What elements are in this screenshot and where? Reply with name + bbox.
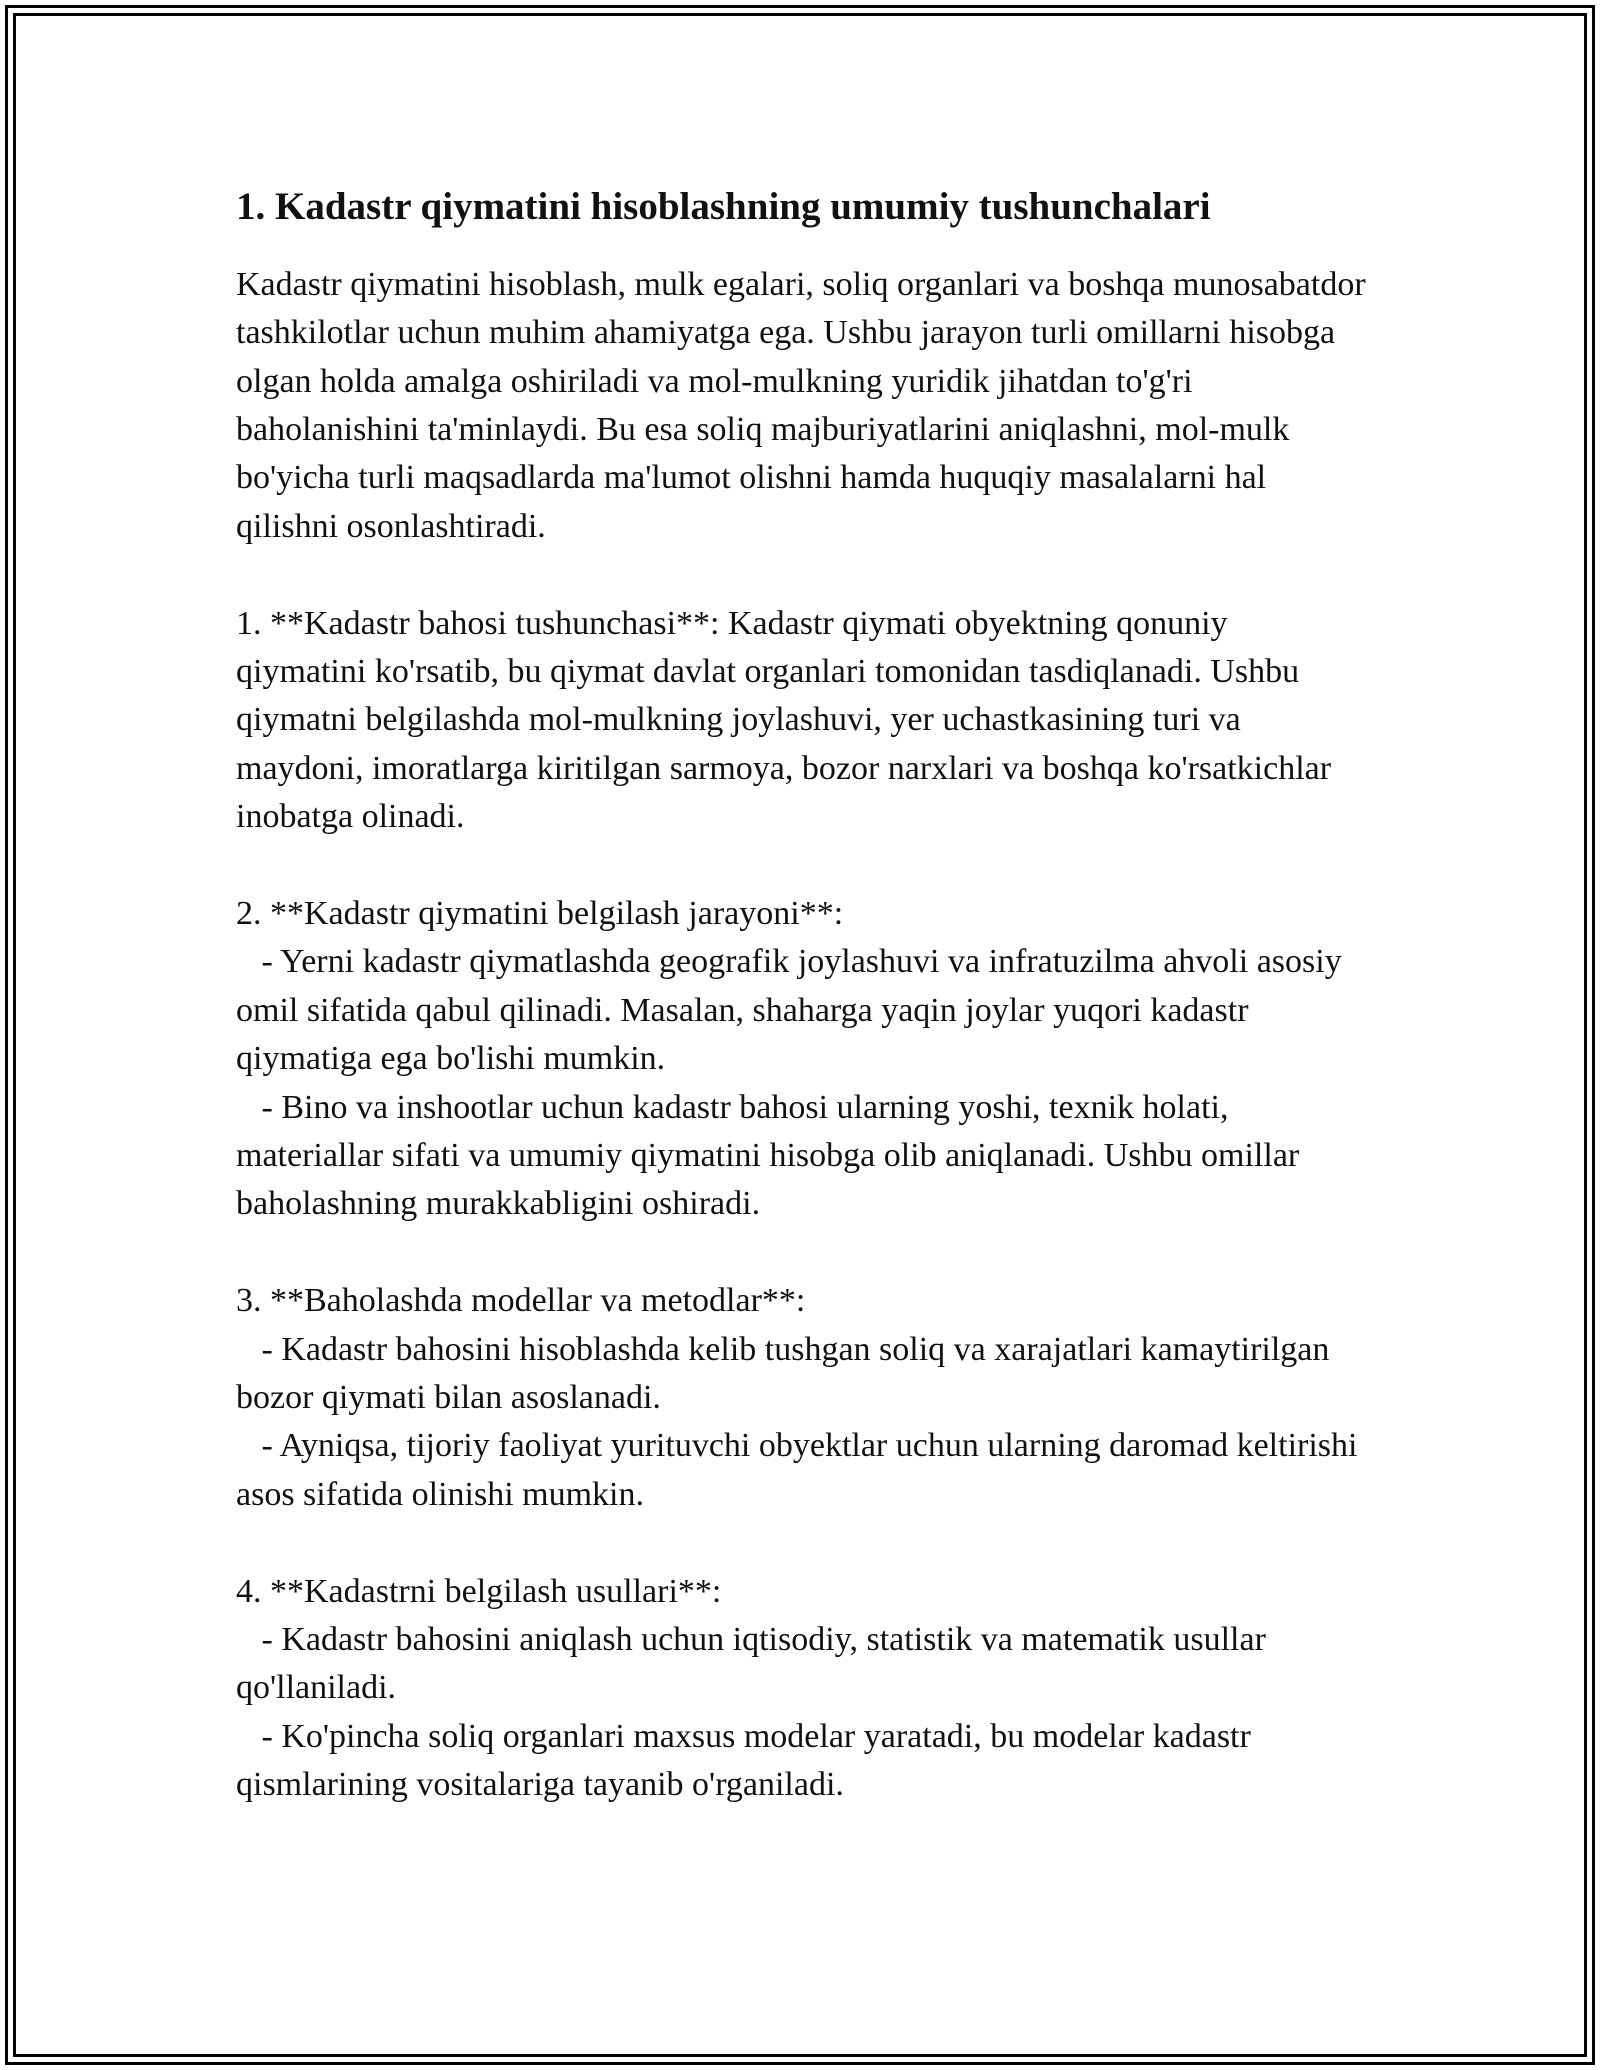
section-4-item-1: - Kadastr bahosini aniqlash uchun iqtisodiy, statistik va matematik usullar qo'llaniladi. — [236, 1621, 1275, 1707]
paragraph-spacer — [236, 1519, 1366, 1567]
section-2-item-1: - Yerni kadastr qiymatlashda geografik joylashuvi va infratuzilma ahvoli asosiy omil sifatida qabul qilinadi. Masalan, shaharga yaqin joylar yuqori kadastr qiymatiga ega bo'lishi mumkin. — [236, 943, 1351, 1078]
document-heading: 1. Kadastr qiymatini hisoblashning umumiy tushunchalari — [236, 185, 1211, 228]
section-3-item-1: - Kadastr bahosini hisoblashda kelib tushgan soliq va xarajatlari kamaytirilgan bozor qiymati bilan asoslanadi. — [236, 1330, 1338, 1416]
paragraph-spacer — [236, 1229, 1366, 1277]
section-3-item-2: - Ayniqsa, tijoriy faoliyat yurituvchi obyektlar uchun ularning daromad keltirishi asos sifatida olinishi mumkin. — [236, 1427, 1366, 1513]
paragraph-spacer — [236, 551, 1366, 599]
section-4 — [236, 1568, 1366, 1810]
section-4-item-2: - Ko'pincha soliq organlari maxsus modelar yaratadi, bu modelar kadastr qismlarining vositalariga tayanib o'rganiladi. — [236, 1717, 1260, 1804]
section-3 — [236, 1277, 1366, 1519]
document-body — [236, 182, 1375, 1810]
section-4-heading: 4. **Kadastrni belgilash usullari**: — [236, 1572, 722, 1610]
section-1-paragraph: 1. **Kadastr bahosi tushunchasi**: Kadastr qiymati obyektning qonuniy qiymatini ko'rsatib, bu qiymat davlat organlari tomonidan tasdiqlanadi. Ushbu qiymatni belgilashda mol-mulkning joylashuvi, yer uchastkasining turi va maydoni, imoratlarga kiritilgan sarmoya, bozor narxlari va boshqa ko'rsatkichlar inobatga olinadi. — [236, 604, 1340, 836]
intro-paragraph: Kadastr qiymatini hisoblash, mulk egalari, soliq organlari va boshqa munosabatdor tashkilotlar uchun muhim ahamiyatga ega. Ushbu jarayon turli omillarni hisobga olgan holda amalga oshiriladi va mol-mulkning yuridik jihatdan to'g'ri baholanishini ta'minlaydi. Bu esa soliq majburiyatlarini aniqlashni, mol-mulk bo'yicha turli maqsadlarda ma'lumot olishni hamda huquqiy masalalarni hal qilishni osonlashtiradi. — [236, 265, 1375, 545]
section-2 — [236, 890, 1366, 1229]
section-2-item-2: - Bino va inshootlar uchun kadastr bahosi ularning yoshi, texnik holati, materiallar sifati va umumiy qiymatini hisobga olib aniqlanadi. Ushbu omillar baholashning murakkabligini oshiradi. — [236, 1088, 1308, 1223]
section-3-heading: 3. **Baholashda modellar va metodlar**: — [236, 1282, 806, 1320]
section-2-heading: 2. **Kadastr qiymatini belgilash jarayoni**: — [236, 894, 844, 932]
paragraph-spacer — [236, 842, 1366, 890]
